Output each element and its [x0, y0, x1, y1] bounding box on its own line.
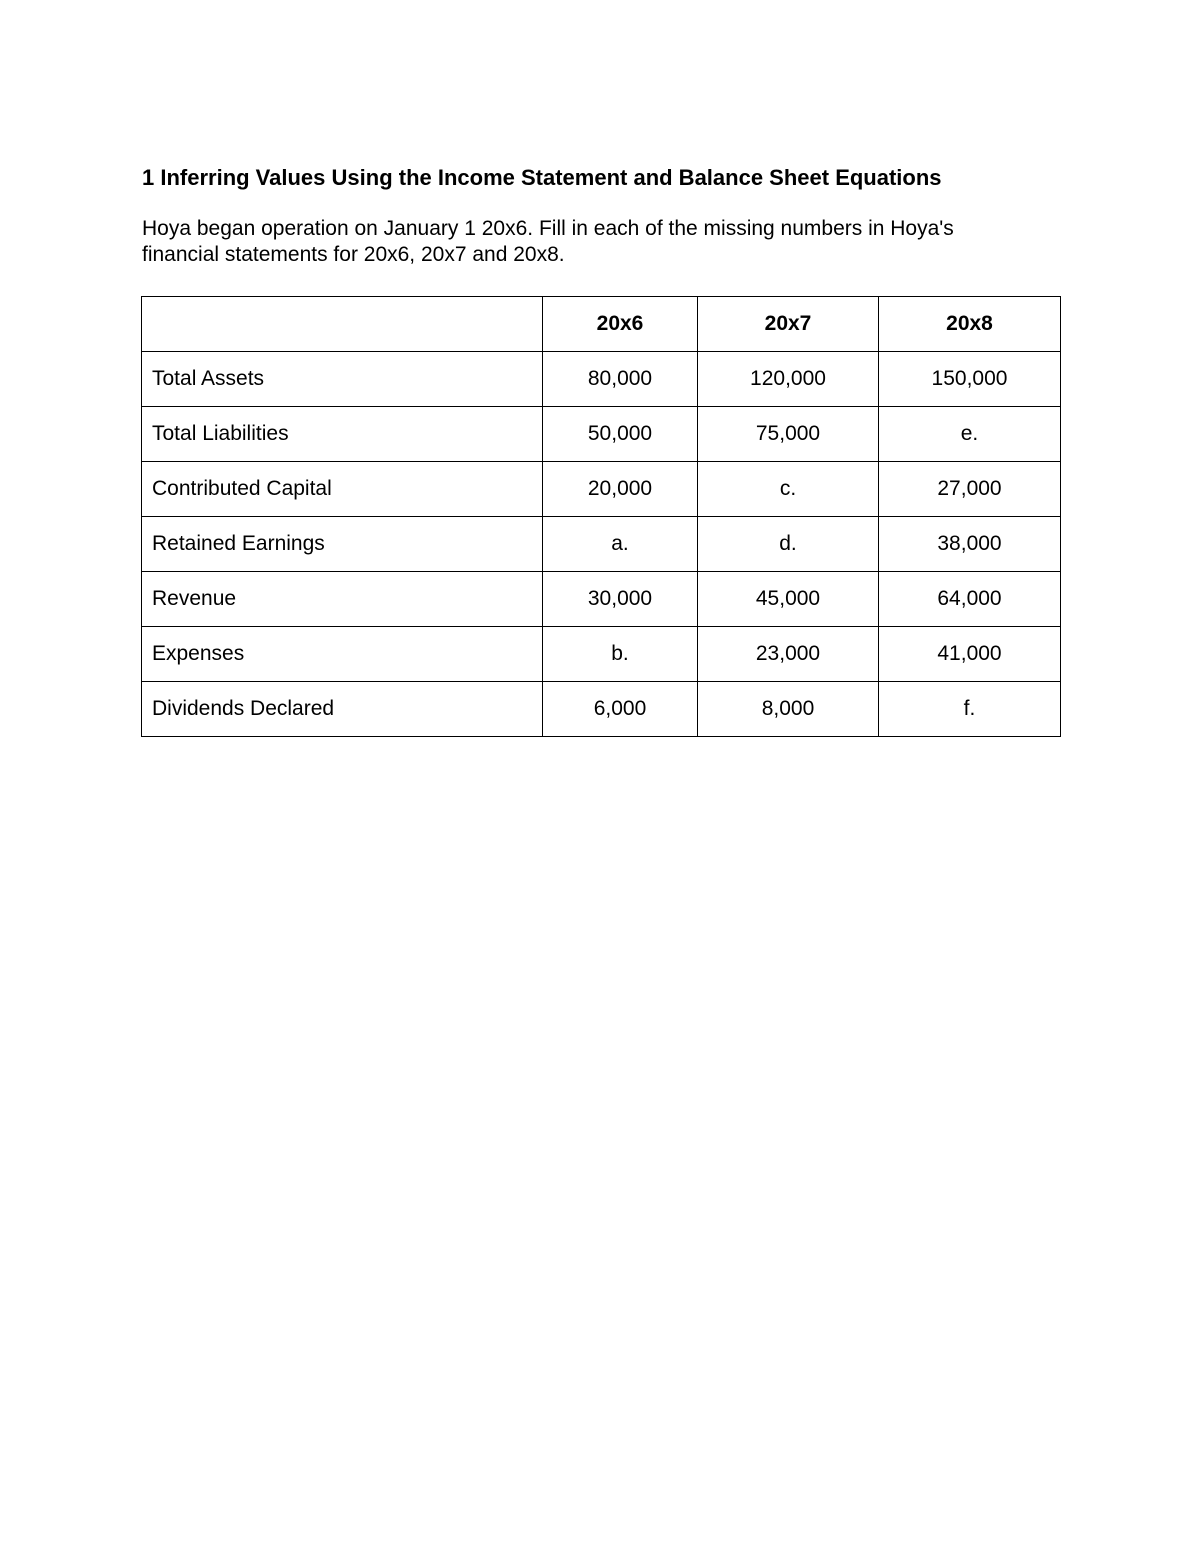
table-row	[142, 407, 1061, 462]
table-cell: 50,000	[543, 407, 698, 462]
table-cell: 120,000	[698, 352, 879, 407]
intro-line: Hoya began operation on January 1 20x6. Fill in each of the missing numbers in Hoya's	[142, 217, 954, 240]
row-label: Revenue	[142, 572, 543, 627]
table-row	[142, 682, 1061, 737]
table-cell: 23,000	[698, 627, 879, 682]
row-label: Dividends Declared	[142, 682, 543, 737]
table-cell: 45,000	[698, 572, 879, 627]
table-row	[142, 462, 1061, 517]
header-year: 20x8	[879, 297, 1061, 352]
table-cell: c.	[698, 462, 879, 517]
table-cell: 8,000	[698, 682, 879, 737]
row-label: Total Assets	[142, 352, 543, 407]
row-label: Total Liabilities	[142, 407, 543, 462]
header-year: 20x7	[698, 297, 879, 352]
table-cell: e.	[879, 407, 1061, 462]
table-cell: 6,000	[543, 682, 698, 737]
table-cell: b.	[543, 627, 698, 682]
table-row	[142, 572, 1061, 627]
table-header-row	[142, 297, 1061, 352]
intro-paragraph	[142, 216, 1062, 268]
table-cell: 150,000	[879, 352, 1061, 407]
table-cell: 38,000	[879, 517, 1061, 572]
document-title: 1 Inferring Values Using the Income Statement and Balance Sheet Equations	[142, 165, 942, 190]
table-cell: 64,000	[879, 572, 1061, 627]
financial-table	[141, 296, 1061, 737]
table-row	[142, 627, 1061, 682]
row-label: Retained Earnings	[142, 517, 543, 572]
intro-line: financial statements for 20x6, 20x7 and 20x8.	[142, 243, 565, 266]
table-row	[142, 352, 1061, 407]
table-cell: 41,000	[879, 627, 1061, 682]
header-year: 20x6	[543, 297, 698, 352]
table-cell: f.	[879, 682, 1061, 737]
table-row	[142, 517, 1061, 572]
header-corner	[142, 297, 543, 352]
table-cell: 20,000	[543, 462, 698, 517]
table-cell: d.	[698, 517, 879, 572]
table-cell: 75,000	[698, 407, 879, 462]
table-cell: a.	[543, 517, 698, 572]
table-cell: 80,000	[543, 352, 698, 407]
table-cell: 30,000	[543, 572, 698, 627]
table-cell: 27,000	[879, 462, 1061, 517]
row-label: Expenses	[142, 627, 543, 682]
row-label: Contributed Capital	[142, 462, 543, 517]
